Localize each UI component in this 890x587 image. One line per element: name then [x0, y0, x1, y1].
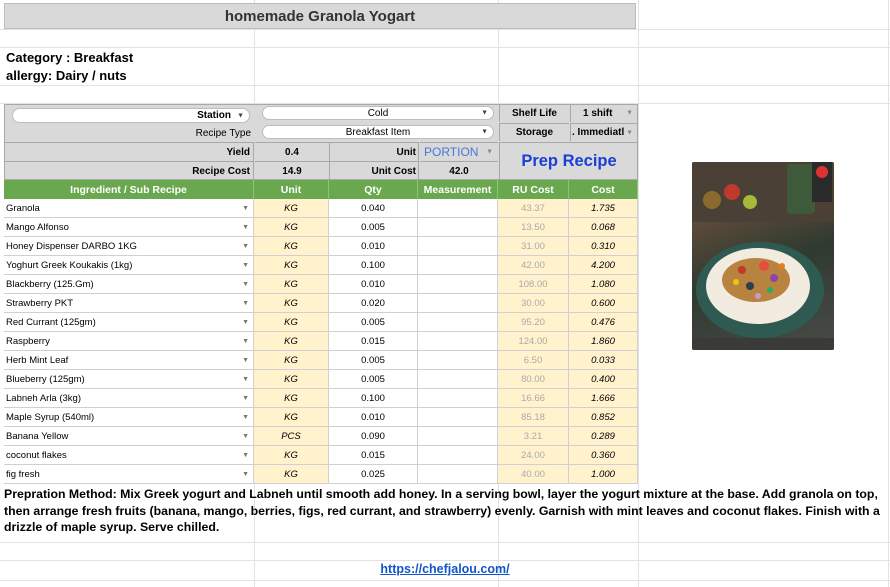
table-row	[4, 218, 638, 237]
grid-line	[0, 85, 890, 86]
unit-cell-text: KG	[284, 392, 298, 404]
col-measurement: Measurement	[418, 180, 498, 199]
qty-cell[interactable]	[329, 313, 418, 332]
ingredient-cell-text: Raspberry	[6, 335, 50, 347]
unit-label: Unit	[330, 142, 419, 161]
ru-cost-cell	[498, 313, 569, 332]
ingredient-cell[interactable]	[4, 313, 254, 332]
table-row	[4, 389, 638, 408]
ingredient-cell[interactable]	[4, 370, 254, 389]
measurement-cell[interactable]	[418, 427, 498, 446]
table-row	[4, 313, 638, 332]
station-label: Station	[197, 110, 231, 121]
chevron-down-icon[interactable]: ▼	[242, 451, 249, 459]
unit-cell-text: KG	[284, 202, 298, 214]
ingredient-cell[interactable]	[4, 332, 254, 351]
ru-cost-cell-text: 42.00	[521, 259, 545, 271]
recipe-type-value: Breakfast Item	[345, 126, 411, 138]
measurement-cell[interactable]	[418, 275, 498, 294]
cost-cell-text: 1.860	[591, 335, 615, 347]
table-row	[4, 351, 638, 370]
measurement-cell[interactable]	[418, 370, 498, 389]
qty-cell[interactable]	[329, 465, 418, 484]
ru-cost-cell-text: 43.37	[521, 202, 545, 214]
storage-dropdown[interactable]	[570, 123, 638, 141]
chevron-down-icon: ▼	[481, 128, 488, 136]
unit-dropdown[interactable]	[420, 142, 498, 161]
ru-cost-cell	[498, 351, 569, 370]
ingredient-cell[interactable]	[4, 351, 254, 370]
qty-cell[interactable]	[329, 218, 418, 237]
ru-cost-cell	[498, 446, 569, 465]
qty-cell[interactable]	[329, 351, 418, 370]
unit-cell-text: KG	[284, 468, 298, 480]
category-label: Category : Breakfast	[6, 50, 134, 65]
measurement-cell[interactable]	[418, 313, 498, 332]
cost-cell-text: 0.068	[591, 221, 615, 233]
qty-cell-text: 0.020	[361, 297, 385, 309]
chevron-down-icon: ▼	[237, 112, 244, 119]
unit-cell-text: KG	[284, 221, 298, 233]
cost-cell	[569, 199, 638, 218]
measurement-cell[interactable]	[418, 351, 498, 370]
table-row	[4, 294, 638, 313]
dish-photo	[692, 162, 834, 350]
table-header	[4, 180, 638, 199]
ru-cost-cell-text: 124.00	[518, 335, 548, 347]
unit-cell[interactable]	[254, 446, 329, 465]
ru-cost-cell	[498, 294, 569, 313]
preparation-method: Prepration Method: Mix Greek yogurt and Labneh until smooth add honey. In a serving bowl, layer the yogurt mixture at the base. Add granola on top, then arrange fresh fruits (banana, mango, berries, figs, red currant, and strawberry) evenly. Garnish with mint leaves and coconut flakes. Finish with a drizzle of maple syrup. Serve chilled.	[4, 487, 880, 534]
chevron-down-icon[interactable]: ▼	[242, 280, 249, 288]
cost-cell	[569, 294, 638, 313]
chevron-down-icon[interactable]: ▼	[242, 261, 249, 269]
grid-line	[888, 0, 889, 587]
cost-cell-text: 0.852	[591, 411, 615, 423]
qty-cell-text: 0.015	[361, 449, 385, 461]
unit-cell-text: KG	[284, 354, 298, 366]
ingredient-cell[interactable]	[4, 256, 254, 275]
qty-cell[interactable]	[329, 389, 418, 408]
shelf-life-label: Shelf Life	[499, 104, 569, 122]
unit-cell-text: KG	[284, 411, 298, 423]
ru-cost-cell	[498, 256, 569, 275]
cost-cell	[569, 465, 638, 484]
yield-value[interactable]: 0.4	[255, 142, 330, 161]
unit-cell[interactable]	[254, 332, 329, 351]
recipe-type-label: Recipe Type	[195, 127, 251, 139]
ru-cost-cell	[498, 389, 569, 408]
ingredient-cell-text: Blackberry (125.Gm)	[6, 278, 94, 290]
qty-cell-text: 0.015	[361, 335, 385, 347]
ingredient-cell-text: coconut flakes	[6, 449, 67, 461]
qty-cell[interactable]	[329, 256, 418, 275]
cost-cell-text: 0.360	[591, 449, 615, 461]
unit-cell[interactable]	[254, 370, 329, 389]
ingredient-cell-text: Mango Alfonso	[6, 221, 69, 233]
website-link[interactable]: https://chefjalou.com/	[380, 562, 510, 576]
cost-cell-text: 0.310	[591, 240, 615, 252]
ingredient-cell-text: Labneh Arla (3kg)	[6, 392, 81, 404]
ingredient-cell[interactable]	[4, 275, 254, 294]
ingredient-cell-text: Blueberry (125gm)	[6, 373, 85, 385]
storage-value: . Immediatl	[572, 127, 625, 138]
unit-cell[interactable]	[254, 389, 329, 408]
unit-cost-label: Unit Cost	[330, 161, 419, 180]
measurement-cell[interactable]	[418, 199, 498, 218]
unit-cell-text: KG	[284, 316, 298, 328]
chevron-down-icon[interactable]: ▼	[242, 432, 249, 440]
cost-cell	[569, 256, 638, 275]
station-value: Cold	[367, 107, 389, 119]
measurement-cell[interactable]	[418, 294, 498, 313]
chevron-down-icon[interactable]: ▼	[242, 337, 249, 345]
qty-cell-text: 0.025	[361, 468, 385, 480]
qty-cell[interactable]	[329, 427, 418, 446]
unit-cell[interactable]	[254, 256, 329, 275]
table-row	[4, 332, 638, 351]
qty-cell[interactable]	[329, 408, 418, 427]
qty-cell-text: 0.005	[361, 373, 385, 385]
recipe-type-dropdown[interactable]	[262, 125, 494, 139]
ru-cost-cell-text: 16.66	[521, 392, 545, 404]
chevron-down-icon[interactable]: ▼	[242, 223, 249, 231]
chevron-down-icon[interactable]: ▼	[242, 204, 249, 212]
grid-line	[0, 47, 890, 48]
ru-cost-cell	[498, 408, 569, 427]
grid-line	[0, 560, 890, 561]
ru-cost-cell-text: 80.00	[521, 373, 545, 385]
measurement-cell[interactable]	[418, 389, 498, 408]
table-row	[4, 408, 638, 427]
ru-cost-cell-text: 95.20	[521, 316, 545, 328]
unit-cell[interactable]	[254, 313, 329, 332]
chevron-down-icon[interactable]: ▼	[242, 470, 249, 478]
measurement-cell[interactable]	[418, 446, 498, 465]
ingredient-cell[interactable]	[4, 199, 254, 218]
ru-cost-cell-text: 85.18	[521, 411, 545, 423]
shelf-life-value: 1 shift	[583, 107, 613, 119]
unit-cell-text: PCS	[281, 430, 301, 442]
storage-label: Storage	[499, 123, 569, 141]
qty-cell-text: 0.005	[361, 316, 385, 328]
measurement-cell[interactable]	[418, 332, 498, 351]
ru-cost-cell-text: 31.00	[521, 240, 545, 252]
unit-cell-text: KG	[284, 259, 298, 271]
unit-cell[interactable]	[254, 218, 329, 237]
measurement-cell[interactable]	[418, 218, 498, 237]
measurement-cell[interactable]	[418, 465, 498, 484]
chevron-down-icon: ▼	[486, 148, 493, 156]
cost-cell-text: 0.476	[591, 316, 615, 328]
ru-cost-cell	[498, 275, 569, 294]
ingredient-cell[interactable]	[4, 294, 254, 313]
ru-cost-cell	[498, 370, 569, 389]
recipe-cost-label: Recipe Cost	[4, 161, 254, 180]
cost-cell	[569, 446, 638, 465]
cost-cell	[569, 313, 638, 332]
ingredient-cell-text: Herb Mint Leaf	[6, 354, 69, 366]
unit-cell[interactable]	[254, 237, 329, 256]
qty-cell[interactable]	[329, 237, 418, 256]
unit-cell-text: KG	[284, 449, 298, 461]
unit-cell[interactable]	[254, 351, 329, 370]
ingredient-cell-text: Honey Dispenser DARBO 1KG	[6, 240, 137, 252]
measurement-cell[interactable]	[418, 256, 498, 275]
table-row	[4, 275, 638, 294]
page-title: homemade Granola Yogart	[4, 3, 636, 29]
unit-value: PORTION	[424, 145, 479, 159]
unit-cell[interactable]	[254, 408, 329, 427]
unit-cell[interactable]	[254, 294, 329, 313]
cost-cell-text: 4.200	[591, 259, 615, 271]
unit-cell-text: KG	[284, 278, 298, 290]
col-ru-cost: RU Cost	[498, 180, 569, 199]
yield-label: Yield	[4, 142, 254, 161]
ru-cost-cell	[498, 237, 569, 256]
unit-cell[interactable]	[254, 275, 329, 294]
chevron-down-icon[interactable]: ▼	[242, 242, 249, 250]
unit-cell-text: KG	[284, 335, 298, 347]
measurement-cell[interactable]	[418, 408, 498, 427]
ru-cost-cell-text: 6.50	[523, 354, 543, 366]
chevron-down-icon[interactable]: ▼	[242, 299, 249, 307]
col-unit: Unit	[254, 180, 329, 199]
qty-cell-text: 0.010	[361, 411, 385, 423]
unit-cell[interactable]	[254, 465, 329, 484]
station-value-dropdown[interactable]	[262, 106, 494, 120]
qty-cell[interactable]	[329, 294, 418, 313]
prep-recipe-label: Prep Recipe	[499, 142, 638, 180]
table-row	[4, 427, 638, 446]
cost-cell	[569, 275, 638, 294]
ru-cost-cell	[498, 218, 569, 237]
ingredient-cell-text: Granola	[6, 202, 40, 214]
grid-line	[0, 29, 890, 30]
grid-line	[0, 580, 890, 581]
qty-cell-text: 0.005	[361, 354, 385, 366]
cost-cell-text: 1.735	[591, 202, 615, 214]
qty-cell-text: 0.100	[361, 259, 385, 271]
col-ingredient: Ingredient / Sub Recipe	[4, 180, 254, 199]
dish-photo-graphic	[692, 162, 834, 350]
ingredient-cell-text: Maple Syrup (540ml)	[6, 411, 95, 423]
cost-cell-text: 1.666	[591, 392, 615, 404]
unit-cost-value: 42.0	[420, 161, 498, 180]
ingredient-cell-text: Strawberry PKT	[6, 297, 74, 309]
ingredient-cell-text: fig fresh	[6, 468, 40, 480]
qty-cell-text: 0.090	[361, 430, 385, 442]
ingredient-cell-text: Banana Yellow	[6, 430, 69, 442]
ru-cost-cell-text: 24.00	[521, 449, 545, 461]
ingredient-cell-text: Yoghurt Greek Koukakis (1kg)	[6, 259, 133, 271]
unit-cell-text: KG	[284, 297, 298, 309]
chevron-down-icon: ▼	[626, 129, 633, 136]
grid-line	[0, 542, 890, 543]
cost-cell	[569, 351, 638, 370]
cost-cell	[569, 427, 638, 446]
cost-cell-text: 0.033	[591, 354, 615, 366]
cost-cell-text: 0.400	[591, 373, 615, 385]
ru-cost-cell	[498, 332, 569, 351]
qty-cell[interactable]	[329, 370, 418, 389]
cost-cell	[569, 237, 638, 256]
unit-cell[interactable]	[254, 427, 329, 446]
unit-cell[interactable]	[254, 199, 329, 218]
table-row	[4, 446, 638, 465]
ingredient-cell[interactable]	[4, 427, 254, 446]
ingredient-cell[interactable]	[4, 218, 254, 237]
cost-cell	[569, 332, 638, 351]
chevron-down-icon[interactable]: ▼	[242, 394, 249, 402]
ru-cost-cell	[498, 199, 569, 218]
chevron-down-icon: ▼	[626, 109, 633, 117]
unit-cell-text: KG	[284, 240, 298, 252]
shelf-life-dropdown[interactable]	[570, 104, 638, 122]
ru-cost-cell-text: 108.00	[518, 278, 548, 290]
measurement-cell[interactable]	[418, 237, 498, 256]
chevron-down-icon[interactable]: ▼	[242, 318, 249, 326]
cost-cell-text: 0.600	[591, 297, 615, 309]
cost-cell-text: 1.080	[591, 278, 615, 290]
cost-cell-text: 0.289	[591, 430, 615, 442]
cost-cell	[569, 218, 638, 237]
qty-cell-text: 0.010	[361, 278, 385, 290]
qty-cell-text: 0.010	[361, 240, 385, 252]
ingredient-cell-text: Red Currant (125gm)	[6, 316, 96, 328]
qty-cell-text: 0.005	[361, 221, 385, 233]
col-qty: Qty	[329, 180, 418, 199]
ingredient-cell[interactable]	[4, 446, 254, 465]
ingredient-cell[interactable]	[4, 408, 254, 427]
ru-cost-cell-text: 13.50	[521, 221, 545, 233]
cost-cell	[569, 389, 638, 408]
ru-cost-cell	[498, 427, 569, 446]
table-row	[4, 199, 638, 218]
chevron-down-icon[interactable]: ▼	[242, 375, 249, 383]
qty-cell-text: 0.100	[361, 392, 385, 404]
ru-cost-cell-text: 40.00	[521, 468, 545, 480]
ingredient-cell[interactable]	[4, 465, 254, 484]
ingredient-cell[interactable]	[4, 237, 254, 256]
qty-cell[interactable]	[329, 275, 418, 294]
qty-cell[interactable]	[329, 199, 418, 218]
table-row	[4, 256, 638, 275]
cost-cell-text: 1.000	[591, 468, 615, 480]
ru-cost-cell	[498, 465, 569, 484]
qty-cell-text: 0.040	[361, 202, 385, 214]
unit-cell-text: KG	[284, 373, 298, 385]
cost-cell	[569, 408, 638, 427]
station-dropdown[interactable]	[12, 108, 250, 123]
col-cost: Cost	[569, 180, 638, 199]
qty-cell[interactable]	[329, 332, 418, 351]
chevron-down-icon: ▼	[481, 109, 488, 117]
allergy-label: allergy: Dairy / nuts	[6, 68, 127, 83]
table-row	[4, 237, 638, 256]
ru-cost-cell-text: 30.00	[521, 297, 545, 309]
recipe-cost-value: 14.9	[255, 161, 330, 180]
chevron-down-icon[interactable]: ▼	[242, 356, 249, 364]
cost-cell	[569, 370, 638, 389]
table-row	[4, 370, 638, 389]
table-row	[4, 465, 638, 484]
ingredient-cell[interactable]	[4, 389, 254, 408]
chevron-down-icon[interactable]: ▼	[242, 413, 249, 421]
ru-cost-cell-text: 3.21	[523, 430, 543, 442]
qty-cell[interactable]	[329, 446, 418, 465]
